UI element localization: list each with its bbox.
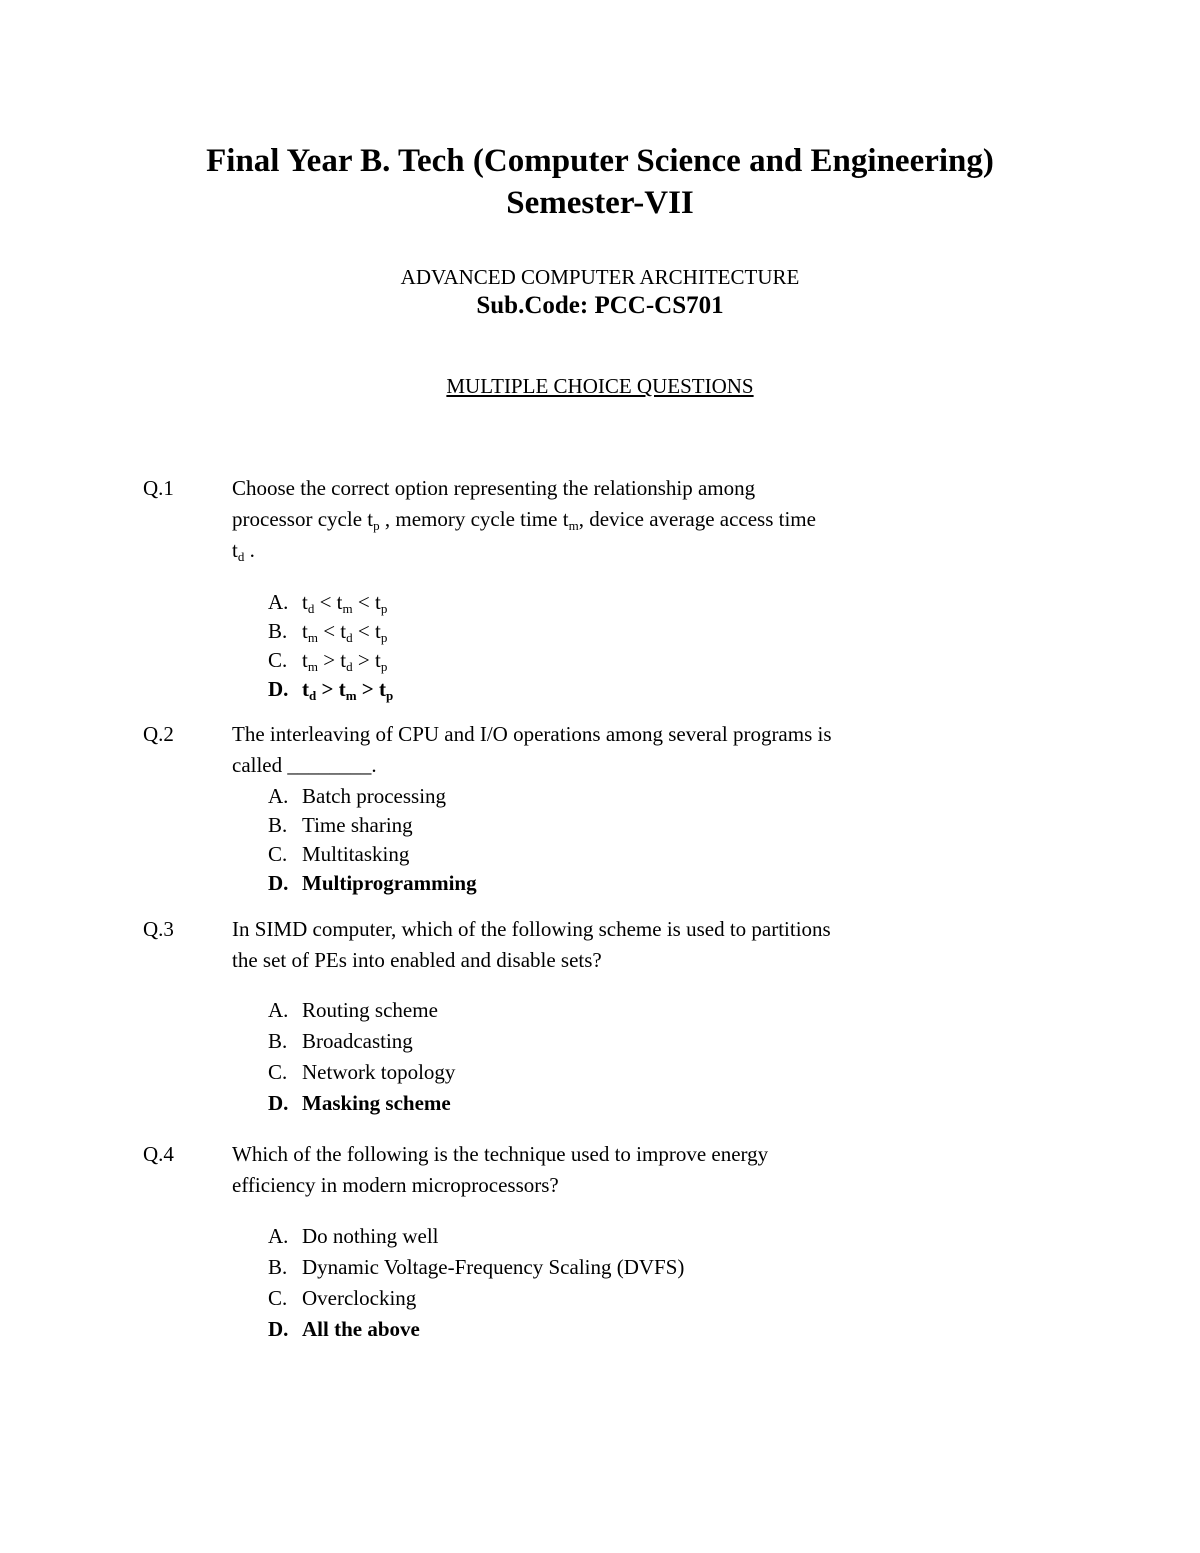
option-text-part: < t <box>314 590 343 614</box>
option-text-part: t <box>302 619 308 643</box>
option-d-correct[interactable] <box>268 1091 451 1116</box>
subscript: p <box>386 688 394 703</box>
option-letter: D. <box>268 871 289 895</box>
option-text: Masking scheme <box>302 1091 451 1115</box>
question-text-part: processor cycle t <box>232 507 374 531</box>
option-a[interactable] <box>268 784 446 809</box>
subscript: d <box>346 630 353 645</box>
option-letter: C. <box>268 648 288 672</box>
question-number: Q.1 <box>143 476 174 500</box>
option-letter: C. <box>268 842 288 866</box>
option-c[interactable] <box>268 1060 455 1085</box>
option-text-part: > t <box>352 648 381 672</box>
option-text: Broadcasting <box>302 1029 413 1053</box>
option-text-part: t <box>302 590 308 614</box>
question-text-part: , memory cycle time t <box>379 507 569 531</box>
option-text-part: > t <box>316 677 346 701</box>
option-letter: A. <box>268 590 289 614</box>
option-text: Network topology <box>302 1060 456 1084</box>
option-c[interactable] <box>268 842 409 867</box>
option-b[interactable] <box>268 1029 413 1054</box>
option-text: Batch processing <box>302 784 447 808</box>
question-text-line <box>232 507 816 532</box>
option-b[interactable] <box>268 619 387 644</box>
question-text-line: Which of the following is the technique used to improve energy <box>232 1142 769 1166</box>
option-letter: A. <box>268 1224 289 1248</box>
option-text: Do nothing well <box>302 1224 439 1248</box>
question-text-line: efficiency in modern microprocessors? <box>232 1173 559 1197</box>
subscript: m <box>345 688 357 703</box>
option-c[interactable] <box>268 648 387 673</box>
option-letter: A. <box>268 784 289 808</box>
option-letter: B. <box>268 619 288 643</box>
question-text-line: the set of PEs into enabled and disable sets? <box>232 948 602 972</box>
option-text: Routing scheme <box>302 998 438 1022</box>
question-number: Q.3 <box>143 917 174 941</box>
subscript: m <box>307 659 318 674</box>
section-heading: MULTIPLE CHOICE QUESTIONS <box>446 374 754 398</box>
question-text-line: Choose the correct option representing the relationship among <box>232 476 756 500</box>
option-letter: D. <box>268 1317 289 1341</box>
subscript: d <box>346 659 353 674</box>
subscript: p <box>373 518 380 533</box>
option-text-part: < t <box>352 619 381 643</box>
option-letter: C. <box>268 1060 288 1084</box>
question-text-part: . <box>244 538 255 562</box>
option-letter: B. <box>268 1255 288 1279</box>
option-text-part: t <box>302 677 309 701</box>
question-text-part: , device average access time <box>578 507 816 531</box>
subscript: d <box>309 688 317 703</box>
option-a[interactable] <box>268 590 387 615</box>
subscript: m <box>568 518 579 533</box>
question-number: Q.4 <box>143 1142 174 1166</box>
subject-name: ADVANCED COMPUTER ARCHITECTURE <box>400 265 800 289</box>
question-text-part: t <box>232 538 238 562</box>
question-text-line: In SIMD computer, which of the following scheme is used to partitions <box>232 917 831 941</box>
option-text: Dynamic Voltage-Frequency Scaling (DVFS) <box>302 1255 685 1279</box>
question-text-line: The interleaving of CPU and I/O operations among several programs is <box>232 722 832 746</box>
option-d-correct[interactable] <box>268 677 393 702</box>
option-letter: D. <box>268 1091 289 1115</box>
subscript: d <box>307 601 315 616</box>
option-text: Multiprogramming <box>302 871 477 895</box>
option-c[interactable] <box>268 1286 416 1311</box>
question-text-line <box>232 538 255 563</box>
option-text: Time sharing <box>302 813 413 837</box>
subscript: m <box>342 601 353 616</box>
subscript: p <box>380 630 388 645</box>
exam-title: Final Year B. Tech (Computer Science and Engineering) <box>206 143 994 179</box>
option-letter: A. <box>268 998 289 1022</box>
option-letter: C. <box>268 1286 288 1310</box>
option-letter: D. <box>268 677 289 701</box>
option-text: All the above <box>302 1317 420 1341</box>
question-number: Q.2 <box>143 722 174 746</box>
option-a[interactable] <box>268 998 438 1023</box>
option-text-part: t <box>302 648 308 672</box>
option-b[interactable] <box>268 1255 684 1280</box>
option-text: Overclocking <box>302 1286 417 1310</box>
option-text-part: < t <box>352 590 381 614</box>
option-a[interactable] <box>268 1224 439 1249</box>
option-d-correct[interactable] <box>268 871 477 896</box>
subject-code: Sub.Code: PCC-CS701 <box>476 292 724 319</box>
subscript: p <box>380 601 388 616</box>
option-b[interactable] <box>268 813 413 838</box>
option-text-part: > t <box>356 677 387 701</box>
option-d-correct[interactable] <box>268 1317 420 1342</box>
subscript: p <box>380 659 388 674</box>
option-text-part: < t <box>317 619 347 643</box>
question-text-line: called ________. <box>232 753 377 777</box>
option-text: Multitasking <box>302 842 410 866</box>
subscript: m <box>307 630 318 645</box>
option-letter: B. <box>268 813 288 837</box>
option-letter: B. <box>268 1029 288 1053</box>
option-text-part: > t <box>317 648 347 672</box>
semester-title: Semester-VII <box>506 185 694 221</box>
subscript: d <box>237 549 245 564</box>
